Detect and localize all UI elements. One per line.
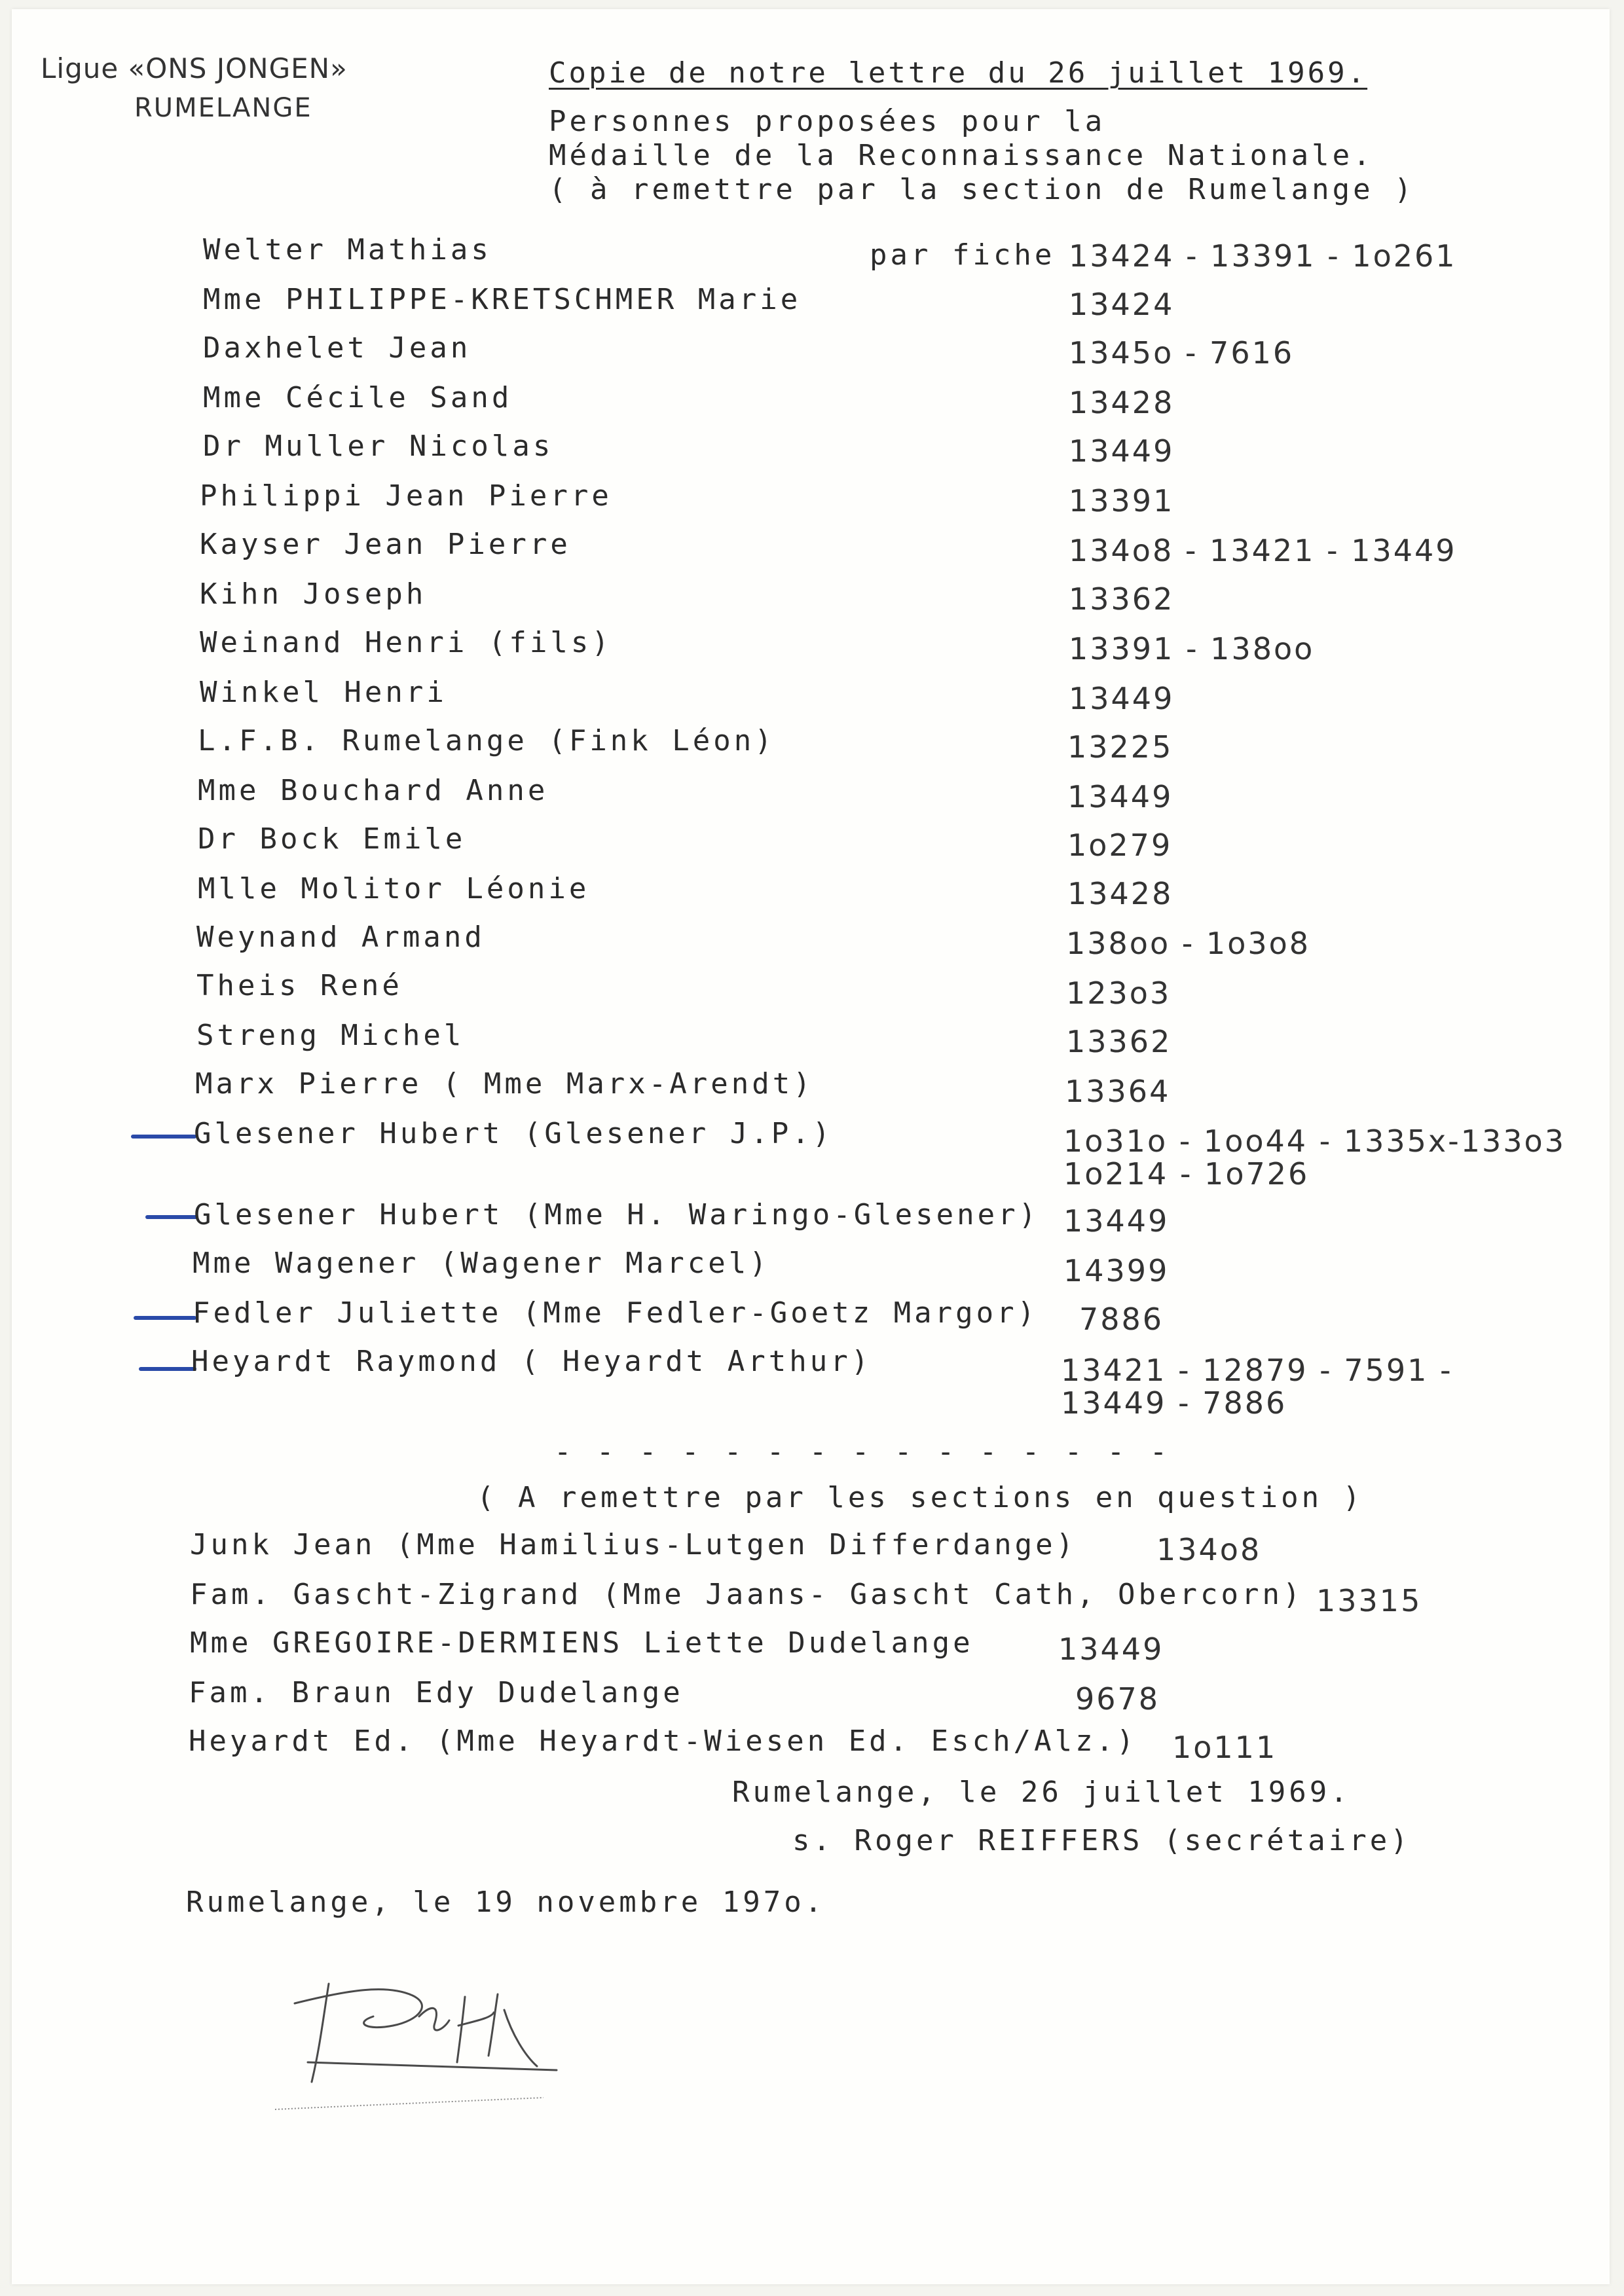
list-item-refs: 123o3 <box>1066 975 1172 1011</box>
list-item-refs: 1345o - 7616 <box>1069 335 1295 371</box>
list-item-name: Weinand Henri (fils) <box>200 626 612 659</box>
list-item-refs: 13421 - 12879 - 7591 - <box>1061 1353 1453 1388</box>
subtitle-line-3: ( à remettre par la section de Rumelange ) <box>549 173 1415 206</box>
list-item-refs: 13449 <box>1058 1631 1164 1667</box>
list-item-name: Mme GREGOIRE-DERMIENS Liette Dudelange <box>190 1626 974 1660</box>
subtitle-line-1: Personnes proposées pour la <box>549 105 1106 138</box>
closing-place-date: Rumelange, le 26 juillet 1969. <box>732 1776 1351 1809</box>
list-item-refs: 13424 <box>1069 287 1175 322</box>
list-item-refs: 13424 - 13391 - 1o261 <box>1069 238 1457 274</box>
list-item-name: Junk Jean (Mme Hamilius-Lutgen Differdange) <box>190 1528 1077 1561</box>
final-date: Rumelange, le 19 novembre 197o. <box>186 1886 826 1919</box>
org-town: RUMELANGE <box>134 93 312 123</box>
list-item-name: Streng Michel <box>196 1019 465 1052</box>
list-item-name: Theis René <box>196 969 403 1002</box>
list-item-refs: 134o8 - 13421 - 13449 <box>1069 533 1457 568</box>
list-item-name: Welter Mathias <box>203 233 492 266</box>
list-item-refs: 13315 <box>1316 1583 1422 1618</box>
blue-pen-mark <box>134 1316 196 1320</box>
list-item-refs: 13364 <box>1065 1074 1171 1109</box>
list-item-name: Dr Muller Nicolas <box>203 429 554 463</box>
list-item-name: Fam. Gascht-Zigrand (Mme Jaans- Gascht Cath, Obercorn) <box>190 1578 1304 1611</box>
list-item-name: Mme Bouchard Anne <box>198 774 549 807</box>
list-item-refs: 13449 <box>1063 1203 1170 1239</box>
list-item-refs: 1o279 <box>1067 828 1173 863</box>
org-name: Ligue «ONS JONGEN» <box>41 52 348 84</box>
list-item-name: Mlle Molitor Léonie <box>198 872 590 905</box>
list-item-name: Philippi Jean Pierre <box>200 479 612 513</box>
list-item-name: Mme Wagener (Wagener Marcel) <box>193 1247 770 1280</box>
blue-pen-mark <box>145 1215 198 1219</box>
signature <box>268 1958 596 2121</box>
list-item-refs: 138oo - 1o3o8 <box>1066 926 1311 961</box>
list-item-name: Glesener Hubert (Glesener J.P.) <box>194 1117 834 1150</box>
blue-pen-mark <box>139 1367 196 1371</box>
list-item-refs: 13449 <box>1069 681 1175 716</box>
list-item-refs: 13449 <box>1069 433 1175 469</box>
list-item-name: Daxhelet Jean <box>203 331 471 365</box>
list-item-refs: 13391 - 138oo <box>1069 631 1315 666</box>
signatory-line: s. Roger REIFFERS (secrétaire) <box>792 1824 1411 1857</box>
list-item-refs-cont: 13449 - 7886 <box>1061 1385 1287 1421</box>
section-heading: ( A remettre par les sections en question ) <box>477 1481 1364 1514</box>
list-item-refs-cont: 1o214 - 1o726 <box>1063 1156 1310 1192</box>
list-item-refs: 13225 <box>1067 729 1173 765</box>
list-item-name: Heyardt Raymond ( Heyardt Arthur) <box>191 1345 872 1378</box>
list-item-refs: 13449 <box>1067 779 1173 814</box>
list-item-name: Glesener Hubert (Mme H. Waringo-Glesener) <box>194 1198 1040 1231</box>
list-item-name: Mme Cécile Sand <box>203 381 513 414</box>
list-item-refs: 14399 <box>1063 1253 1170 1288</box>
list-item-name: Winkel Henri <box>200 676 447 709</box>
list-item-name: Fedler Juliette (Mme Fedler-Goetz Margor) <box>193 1296 1039 1330</box>
list-item-refs: 1o31o - 1oo44 - 1335x-133o3 <box>1063 1123 1566 1159</box>
list-item-name: Mme PHILIPPE-KRETSCHMER Marie <box>203 283 802 316</box>
list-item-refs: 13362 <box>1066 1024 1172 1059</box>
list-item-refs: 13428 <box>1069 385 1175 420</box>
list-item-refs: 9678 <box>1075 1681 1160 1717</box>
subtitle-line-2: Médaille de la Reconnaissance Nationale. <box>549 139 1374 172</box>
par-fiche-label: par fiche <box>870 238 1056 272</box>
list-item-name: Dr Bock Emile <box>198 822 466 856</box>
list-item-refs: 1o111 <box>1172 1730 1278 1765</box>
list-item-refs: 13428 <box>1067 876 1173 911</box>
list-item-refs: 7886 <box>1079 1302 1164 1337</box>
letter-title: Copie de notre lettre du 26 juillet 1969. <box>549 56 1368 90</box>
list-item-name: L.F.B. Rumelange (Fink Léon) <box>198 724 775 757</box>
list-item-name: Fam. Braun Edy Dudelange <box>189 1676 684 1709</box>
list-item-name: Heyardt Ed. (Mme Heyardt-Wiesen Ed. Esch/Alz.) <box>189 1724 1137 1758</box>
list-item-refs: 134o8 <box>1156 1532 1262 1567</box>
list-item-name: Kihn Joseph <box>200 577 427 611</box>
list-item-refs: 13362 <box>1069 581 1175 617</box>
list-item-name: Kayser Jean Pierre <box>200 528 571 561</box>
list-item-name: Weynand Armand <box>196 920 485 954</box>
list-item-name: Marx Pierre ( Mme Marx-Arendt) <box>195 1067 814 1101</box>
list-item-refs: 13391 <box>1069 483 1175 519</box>
blue-pen-mark <box>131 1135 196 1139</box>
dashed-separator: - - - - - - - - - - - - - - - <box>554 1435 1172 1468</box>
